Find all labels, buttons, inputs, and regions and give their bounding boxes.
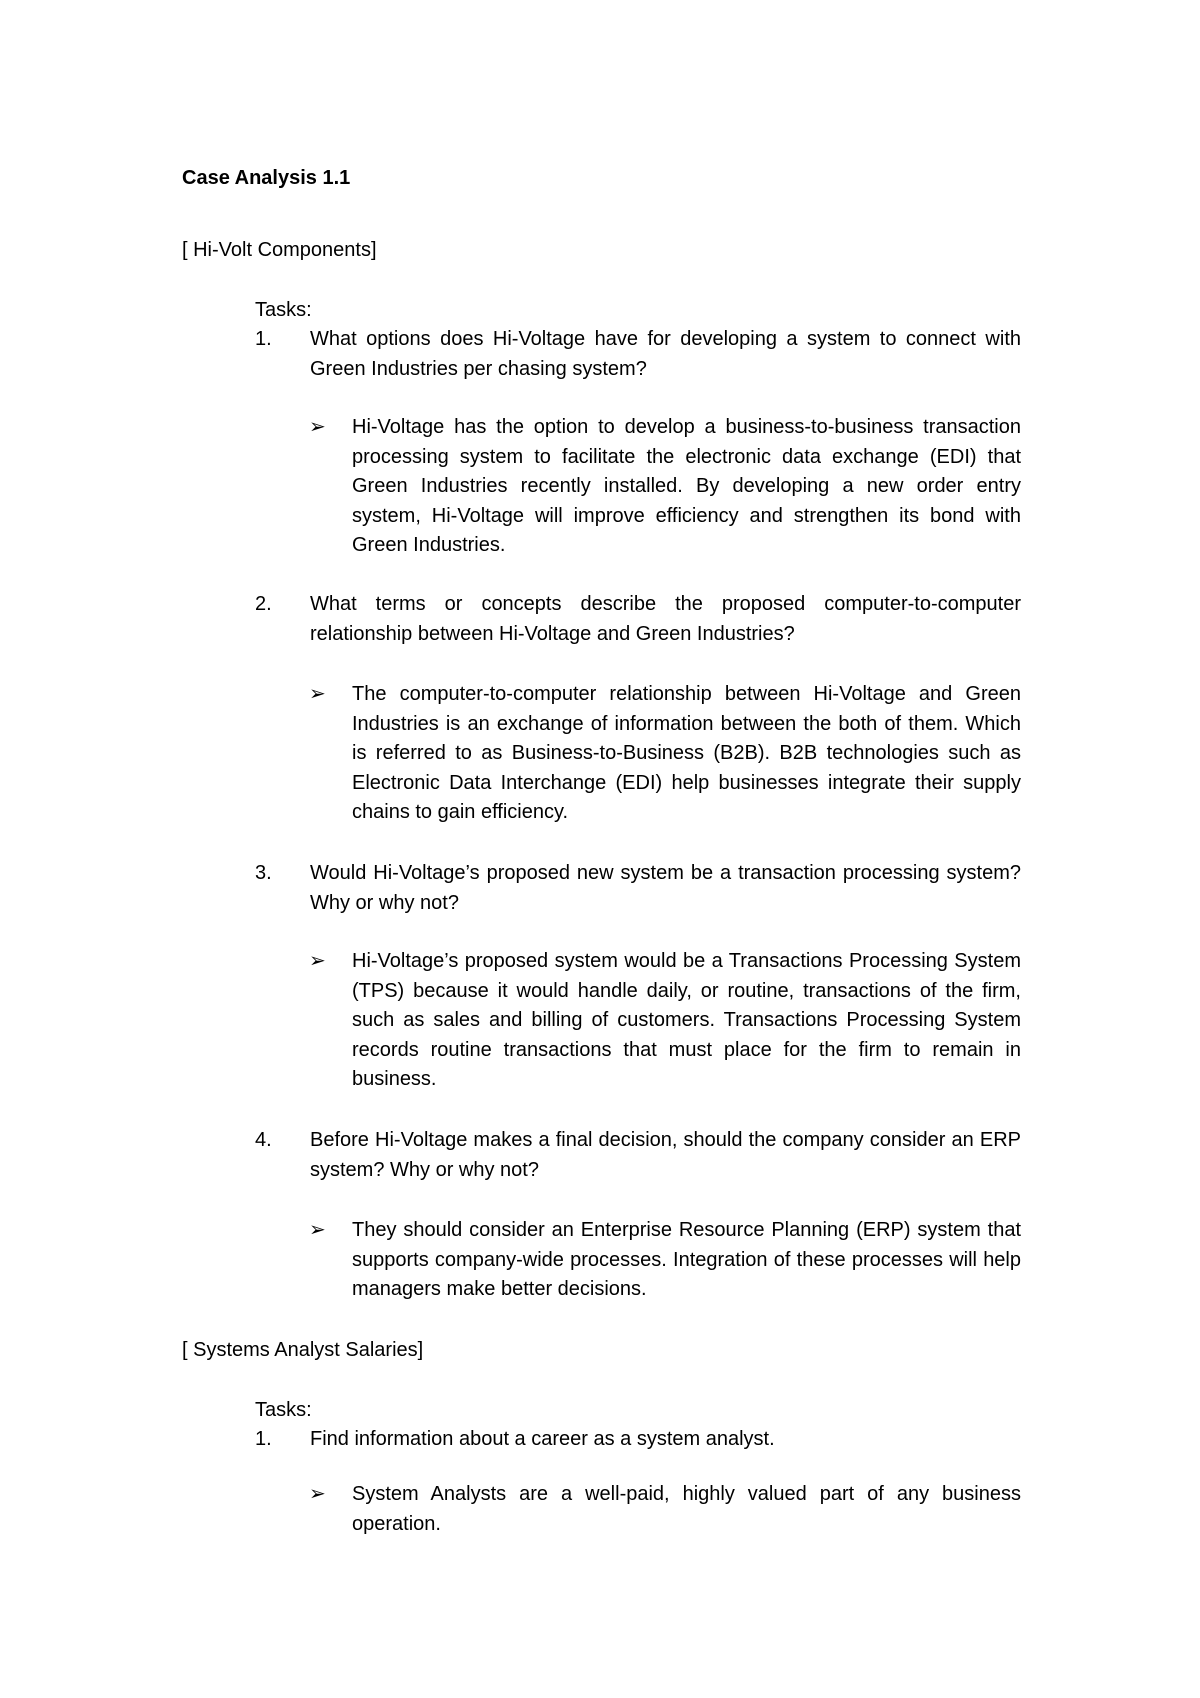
- question-text: What terms or concepts describe the proposed computer-to-computer relationship between Hi-Voltage and Green Industries?: [310, 593, 1021, 645]
- question-item: [255, 1425, 1021, 1455]
- answer-item: [309, 680, 1021, 828]
- question-text: What options does Hi-Voltage have for developing a system to connect with Green Industries per chasing system?: [310, 328, 1021, 380]
- question-item: [255, 325, 1021, 384]
- question-number: 3.: [255, 862, 272, 884]
- question-item: [255, 590, 1021, 649]
- arrow-bullet-icon: ➢: [309, 950, 326, 972]
- answer-text: The computer-to-computer relationship between Hi-Voltage and Green Industries is an exchange of information between the both of them. Which is referred to as Business-to-Business (B2B). B2B technologies such as Electronic Data Interchange (EDI) help businesses integrate their supply chains to gain efficiency.: [352, 683, 1021, 823]
- answer-text: System Analysts are a well-paid, highly valued part of any business operation.: [352, 1483, 1021, 1535]
- arrow-bullet-icon: ➢: [309, 683, 326, 705]
- arrow-bullet-icon: ➢: [309, 416, 326, 438]
- question-text: Find information about a career as a system analyst.: [310, 1428, 775, 1450]
- question-text: Before Hi-Voltage makes a final decision, should the company consider an ERP system? Why or why not?: [310, 1129, 1021, 1181]
- section-heading-salaries: [ Systems Analyst Salaries]: [182, 1339, 424, 1361]
- question-item: [255, 1126, 1021, 1185]
- answer-text: Hi-Voltage has the option to develop a business-to-business transaction processing system to facilitate the electronic data exchange (EDI) that Green Industries recently installed. By developing a new order entry system, Hi-Voltage will improve efficiency and strengthen its bond with Green Industries.: [352, 416, 1021, 556]
- question-text: Would Hi-Voltage’s proposed new system be a transaction processing system? Why or why not?: [310, 862, 1021, 914]
- question-number: 1.: [255, 1428, 272, 1450]
- arrow-bullet-icon: ➢: [309, 1219, 326, 1241]
- tasks-label: Tasks:: [255, 1399, 312, 1421]
- question-number: 4.: [255, 1129, 272, 1151]
- tasks-label: Tasks:: [255, 299, 312, 321]
- document-title: Case Analysis 1.1: [182, 167, 351, 189]
- question-item: [255, 859, 1021, 918]
- answer-text: They should consider an Enterprise Resource Planning (ERP) system that supports company-wide processes. Integration of these processes will help managers make better decisions.: [352, 1219, 1021, 1300]
- answer-item: [309, 1480, 1021, 1539]
- answer-item: [309, 1216, 1021, 1305]
- question-number: 2.: [255, 593, 272, 615]
- answer-item: [309, 947, 1021, 1095]
- arrow-bullet-icon: ➢: [309, 1483, 326, 1505]
- question-number: 1.: [255, 328, 272, 350]
- answer-item: [309, 413, 1021, 561]
- answer-text: Hi-Voltage’s proposed system would be a Transactions Processing System (TPS) because it would handle daily, or routine, transactions of the firm, such as sales and billing of customers. Transactions Processing System records routine transactions that must place for the firm to remain in business.: [352, 950, 1021, 1090]
- section-heading-hi-volt: [ Hi-Volt Components]: [182, 239, 377, 261]
